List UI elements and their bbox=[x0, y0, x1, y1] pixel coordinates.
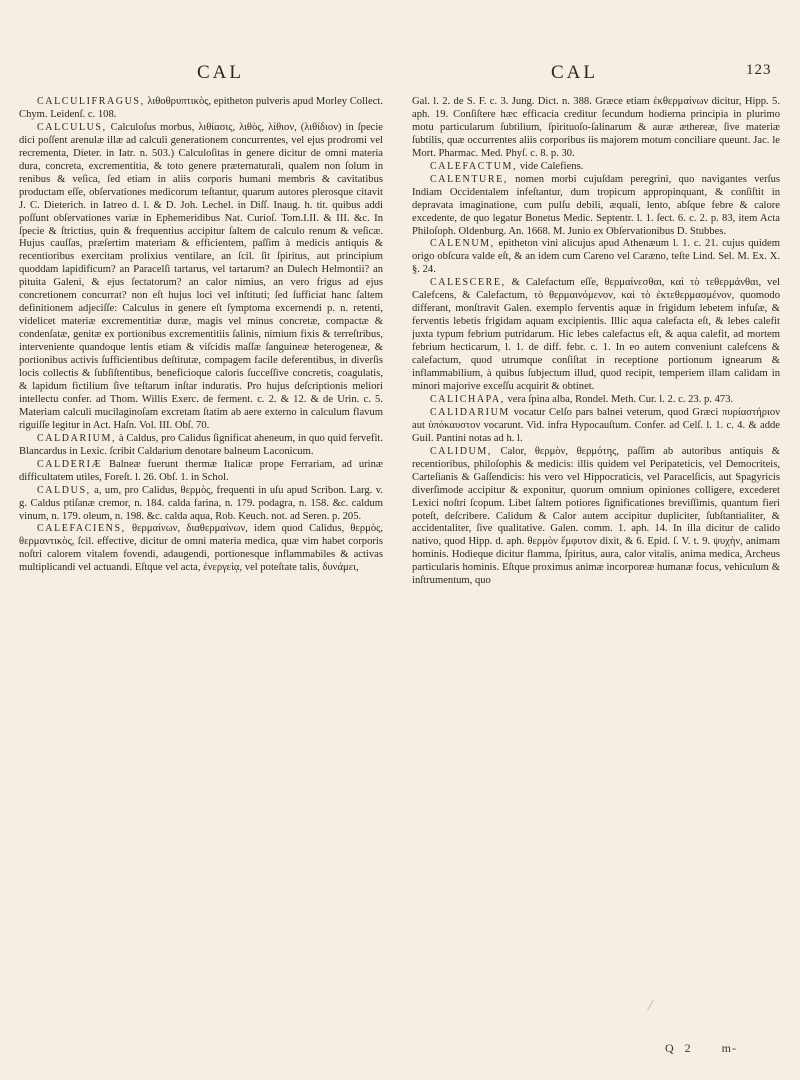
dictionary-entry bbox=[19, 96, 383, 122]
running-head-left: CAL bbox=[197, 62, 244, 83]
entry-headword: CALENTURE, bbox=[430, 173, 508, 185]
entry-headword: CALCULUS, bbox=[37, 121, 107, 133]
dictionary-entry bbox=[412, 407, 780, 446]
entry-text: Calor, θερμὸν, θερμότης, paſſim ab autoribus antiquis & recentioribus, philoſophis & medicis: illis quidem vel Peripateticis, vel Democriteis, Carteſianis & Gaſſendicis: his vero vel Hippocraticis, vel Paracelſicis, aut Spagyricis diverſimode accipitur & exponitur, quorum omnium opiniones colligere, excederet Lexici noſtri ſcopum. Libet ſaltem potiores ſignificationes breviſſimis, quantum fieri poteſt, deſcribere. Calidum & Calor autem accipitur dupliciter, ſubſtantialiter, & accidentaliter, ſive qualitative. Galen. comm. 1. aph. 14. In illa dicitur de calido nativo, quod Hipp. d. aph. θερμὸν ἔμφυτον dixit, & 6. Epid. ſ. V. t. 9. ψυχὴν, animam hominis. Hodieque dicitur flamma, ſpiritus, aura, calor vitalis, anima medica, Archeus particularis hominis. Eſtque proximus animæ incorporeæ humanæ focus, vehiculum & inſtrumentum, quo bbox=[412, 445, 780, 587]
entry-text: Calculoſus morbus, λιθίασις, λιθὸς, λίθιον, (λιθίδιον) in ſpecie dici poſſent arenulæ illæ ad calculi generationem concurrentes, vel ejus prodromi vel recrementa, Dieter. in Iatr. n. 503.) Calculoſitas in genere dicitur de omni materia dura, concreta, excrementitia, & toto genere præternaturali, qualem non ſolum in renibus & veſica, ſed etiam in aliis corporis humani membris & cavitatibus productam eſſe, obſervationes medicorum teſtantur, quarum autores plerosque citavit J. C. Dieterich. in Iatreo d. l. & D. Joh. Lechel. in Diſſ. Inaug. h. tit. quibus addi poſſunt obſervationes variæ in Ephemeridibus Nat. Curioſ. Tom.I.II. & III. &c. In ſpecie & ſtrictius, quin & frequentius accipitur ſaltem de calculo renum & veſicæ. Hujus cauſſas, præſertim materiam & efficientem, paſſim à medicis antiquis & recentioribus exercitam prolixius ventilare, an ſcil. ſit ſpiritus, aut principium quoddam lapidificum? an Paracelſi tartarus, vel tartarum? an Dulech Helmontii? an pituita Galeni, & ejus ſectatorum? an calor nimius, an vero frigus ad ejus concretionem concurrat? non eſt hujus loci vel inſtituti; ſed ſufficiat hanc ſaltem definitionem adjeciſſe: Calculus in genere eſt ſymptoma excernendi p. n. retenti, videlicet materiæ excrementitiæ duræ, magis vel minus concretæ, compactæ & condenſatæ, genitæ ex portionibus excrementitiis ſalinis, nimium fixis & terreſtribus, interveniente quandoque lentis etiam & viſcidis maſſæ ſanguineæ heterogeneæ, & portionibus activis ſufficientibus deſtitutæ, compagem facile deferentibus, in diverſis locis collectis & ſubſiſtentibus, beneficioque caloris ſucceſſive concretis, coagulatis, & lapidum fictilium ſive teſtarum inſtar induratis. Pro hujus deſcriptionis meliori intellectu confer. ad Thom. Willis Exerc. de ferment. c. 2. & 12. & de Urin. c. 5. Materiam calculi mucilaginoſam excretam ſtatim ab aere externo in calculum flavum riguiſſe legitur in Act. Haſn. Vol. III. Obſ. 70. bbox=[19, 121, 383, 431]
dictionary-entry bbox=[412, 446, 780, 588]
entry-headword: CALEFACIENS, bbox=[37, 523, 126, 535]
dictionary-entry bbox=[412, 161, 780, 174]
entry-headword: CALDUS, bbox=[37, 484, 91, 496]
right-column bbox=[412, 96, 780, 1036]
entry-headword: CALCULIFRAGUS, bbox=[37, 96, 145, 107]
entry-text: & Calefactum eſſe, θερμαίνεσθαι, καὶ τὸ τεθερμάνθαι, vel Calefcens, & Calefactum, τὸ θερμαινόμενον, καὶ τὸ ἐκτεθερμασμένον, quomodo differant, monſtravit Galen. exemplo ferventis aquæ in frigidum lebetem infuſæ, & ferventis lebetis frigidam aquam excipientis. Illic aqua calefacta eſt, & lebes calefit juxta typum febrium putridarum. Hic lebes calefactus eſt, & aqua calefit, ad mortem febrium hecticarum, l. 1. de diff. febr. c. 1. In eo autem conveniunt calefcens & calefactum, quod utrumque conſiſtat in receptione portionum ignearum & inflammabilium, à quibus ſubjectum illud, quod recipit, temperiem illam calidam in minori majorive exceſſu acquirit & obtinet. bbox=[412, 277, 780, 392]
entry-text: Gal. l. 2. de S. F. c. 3. Jung. Dict. n. 388. Græce etiam ἐκθερμαίνων dicitur, Hipp. 5. aph. 19. Conſiſtere hæc efficacia creditur ſecundum hodierna principia in plurimo motu particularum ſubtilium, ſpirituoſo-ſalinarum & auræ æthereæ, ſive materiæ ſubtilis, quæ occurrentes aliis corporibus iis majorem motum conciliare queunt. Jac. le Mort. Pharmac. Med. Phyſ. c. 8. p. 30. bbox=[412, 96, 780, 159]
entry-headword: CALESCERE, bbox=[430, 277, 506, 289]
entry-text: a, um, pro Calidus, θερμὸς, frequenti in uſu apud Scribon. Larg. v. g. Caldus ptiſanæ cremor, n. 184. calda farina, n. 179. podagra, n. 158. &c. caldum vinum, n. 179. oleum, n. 198. &c. calda aqua, Rob. Keuch. not. ad Seren. p. 205. bbox=[19, 484, 383, 522]
dictionary-entry bbox=[19, 459, 383, 485]
entry-headword: CALENUM, bbox=[430, 238, 495, 250]
dictionary-entry bbox=[412, 394, 780, 407]
entry-headword: CALICHAPA, bbox=[430, 393, 505, 405]
catchword: m- bbox=[721, 1041, 738, 1055]
left-column bbox=[19, 96, 383, 1036]
entry-text: nomen morbi cujuſdam peregrini, quo navigantes verſus Indiam Occidentalem infeſtantur, dum tropicum appropinquant, & conſiſtit in depravata imaginatione, cum pulſu debili, æquali, lento, abſque febre & calore excedente, de quo legatur Bonetus Medic. Septentr. l. 1. ſect. 6. c. 2. p. 83, item Acta Philoſoph. Oldenburg. An. 1668. M. Junio ex Obſervationibus D. Stubbes. bbox=[412, 173, 780, 237]
signature-mark bbox=[665, 1041, 775, 1057]
entry-headword: CALIDUM, bbox=[430, 445, 492, 457]
running-head bbox=[0, 62, 800, 92]
entry-headword: CALDERIÆ bbox=[37, 458, 103, 470]
entry-text: θερμαίνων, διαθερμαίνων, idem quod Calidus, θερμὸς, θερμαντικὸς, ſcil. effective, dicitur de omni materia medica, quæ vim habet corporis noſtri calorem vitalem fovendi, adaugendi, portionesque inflammabiles & activas multiplicandi vel actuandi. Eſtque vel acta, ἐνεργείᾳ, vel poteſtate talis, δυνάμει, bbox=[19, 523, 383, 574]
entry-headword: CALIDARIUM bbox=[430, 406, 510, 418]
dictionary-entry bbox=[412, 238, 780, 277]
entry-headword: CALEFACTUM, bbox=[430, 160, 518, 172]
entry-text: vocatur Celſo pars balnei veterum, quod Græci πυρίαστήριον aut ὑπόκαυστον vocarunt. Vid. infra Hypocauſtum. Confer. ad Celſ. l. 1. c. 4. & adde Guil. Pantini notas ad h. l. bbox=[412, 406, 780, 444]
entry-headword: CALDARIUM, bbox=[37, 432, 117, 444]
entry-text: λιθοθρυπτικὸς, epitheton pulveris apud Morley Collect. Chym. Leidenſ. c. 108. bbox=[19, 96, 383, 120]
entry-text: à Caldus, pro Calidus ſignificat aheneum, in quo quid fervefit. Blancardus in Lexic. ſcribit Caldarium denotare balneum Laconicum. bbox=[19, 432, 383, 457]
entry-text: epitheton vini alicujus apud Athenæum l. 1. c. 21. cujus quidem origo obſcura valde eſt, & an idem cum Careno vel Caræno, teſte Lind. Sel. M. Ex. X. §. 24. bbox=[412, 238, 780, 276]
dictionary-entry bbox=[412, 96, 780, 161]
entry-text: vera ſpina alba, Rondel. Meth. Cur. l. 2. c. 23. p. 473. bbox=[507, 393, 734, 405]
dictionary-entry bbox=[412, 277, 780, 394]
dictionary-entry bbox=[19, 122, 383, 433]
dictionary-entry bbox=[19, 433, 383, 459]
signature-letter: Q 2 bbox=[665, 1041, 695, 1055]
entry-text: vide Calefiens. bbox=[519, 160, 584, 172]
dictionary-entry bbox=[19, 523, 383, 575]
dictionary-entry bbox=[19, 485, 383, 524]
running-head-right: CAL bbox=[551, 62, 598, 83]
entry-text: Balneæ fuerunt thermæ Italicæ prope Ferrariam, ad urinæ difficultatem utiles, Foreſt. l. 26. Obſ. 1. in Schol. bbox=[19, 458, 383, 483]
page-number: 123 bbox=[746, 62, 772, 78]
dictionary-entry bbox=[412, 174, 780, 239]
